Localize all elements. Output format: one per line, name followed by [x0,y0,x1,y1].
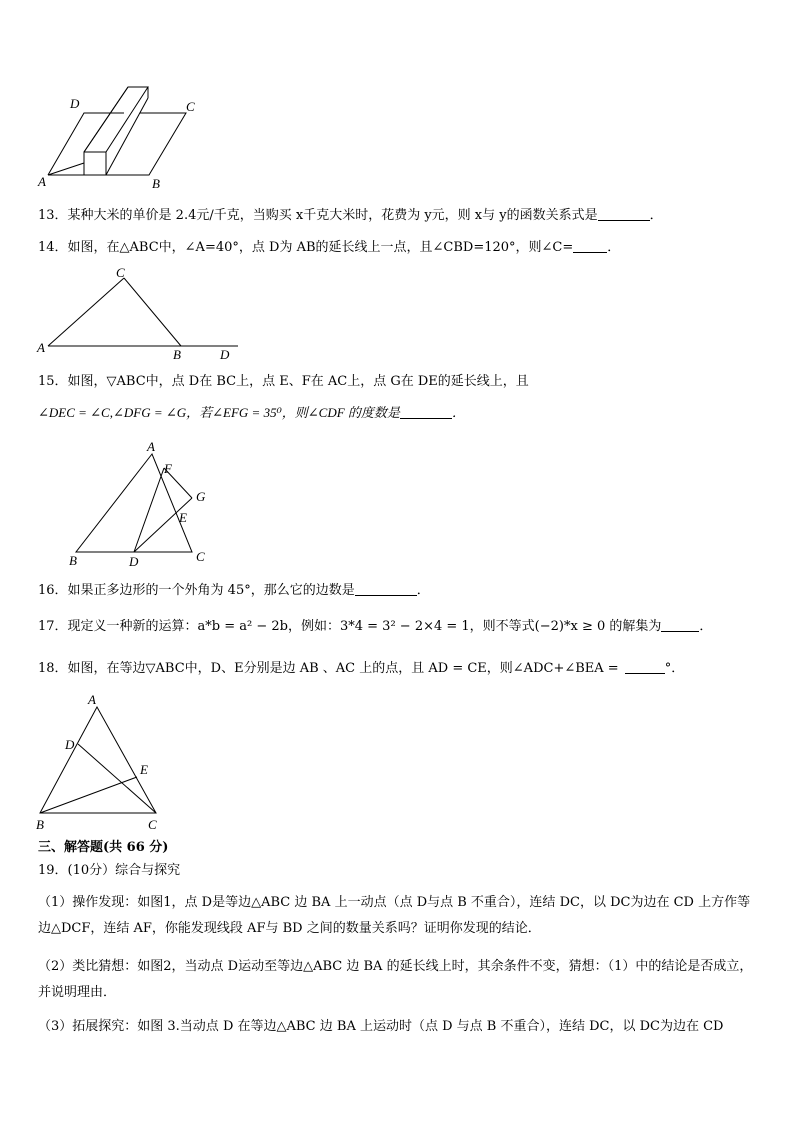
answer-blank-17[interactable] [661,618,699,632]
question-17 [38,617,712,637]
question-14-end: ． [607,240,621,255]
question-17-text: 17．现定义一种新的运算：a*b = a² − 2b，例如：3*4 = 3² − 2×4 = 1，则不等式(−2)*x ≥ 0 的解集为 [38,619,662,634]
label-c: C [186,99,195,114]
label-e: E [140,762,148,777]
question-16 [38,581,430,601]
label-f: F [164,461,172,476]
label-d: D [65,737,75,752]
answer-blank-18[interactable] [625,660,665,674]
figure-q14-triangle [36,262,246,362]
label-g: G [196,489,206,504]
question-19-part-2: （2）类比猜想：如图2，当动点 D运动至等边△ABC 边 BA 的延长线上时，其余条件不变，猜想：（1）中的结论是否成立，并说明理由． [38,959,753,1000]
question-18-text: 18．如图，在等边▽ABC中，D、E分别是边 AB 、AC 上的点，且 AD = CE，则∠ADC+∠BEA = [38,661,619,676]
label-a: A [38,174,46,189]
answer-blank-16[interactable] [355,582,417,596]
question-14-text: 14．如图，在△ABC中，∠A=40°，点 D为 AB的延长线上一点，且∠CBD=120°，则∠C= [38,240,574,255]
question-16-end: ． [416,583,430,598]
question-14 [38,238,620,258]
figure-parallelogram-prism [36,80,206,195]
label-c: C [196,549,205,564]
answer-blank-13[interactable] [598,207,650,221]
label-b: B [69,553,77,568]
question-13-end: ． [649,208,663,223]
label-d: D [220,347,230,362]
label-d: D [129,554,139,569]
question-13 [38,206,663,226]
question-19-part-3: （3）拓展探究：如图 3.当动点 D 在等边△ABC 边 BA 上运动时（点 D 与点 B 不重合），连结 DC，以 DC为边在 CD [38,1019,724,1034]
question-13-text: 13．某种大米的单价是 2.4元/千克，当购买 x千克大米时，花费为 y元，则 x与 y的函数关系式是 [38,208,598,223]
question-18-end: °． [664,661,685,676]
question-15-end: ． [451,405,465,420]
question-15-line-2 [38,403,465,423]
question-19-part-1: （1）操作发现：如图1，点 D是等边△ABC 边 BA 上一动点（点 D与点 B 不重合），连结 DC，以 DC为边在 CD 上方作等边△DCF，连结 AF，你能发现线段 AF与 BD 之间的数量关系吗？证明你发现的结论． [38,895,751,936]
figure-q15-triangle [66,436,216,571]
label-a: A [37,340,45,355]
answer-blank-15[interactable] [400,405,452,419]
question-18 [38,659,684,679]
label-c: C [148,817,157,832]
label-a: A [88,692,96,707]
answer-blank-14[interactable] [573,239,607,253]
label-b: B [173,347,181,362]
label-b: B [152,176,160,191]
question-15-text: ∠DEC = ∠C,∠DFG = ∠G，若∠EFG = 35⁰，则∠CDF 的度数是 [38,405,400,420]
section-heading: 三、解答题(共 66 分) [38,840,169,855]
question-19-title: 19．(10分）综合与探究 [38,863,181,878]
label-d: D [70,96,80,111]
figure-q18-equilateral-triangle [30,692,170,832]
label-e: E [179,510,187,525]
question-16-text: 16．如果正多边形的一个外角为 45°，那么它的边数是 [38,583,355,598]
label-a: A [147,439,155,454]
label-c: C [116,265,125,280]
label-b: B [36,817,44,832]
question-17-end: ． [699,619,713,634]
question-15-line-1: 15．如图，▽ABC中，点 D在 BC上，点 E、F在 AC上，点 G在 DE的延长线上，且 [38,374,529,389]
